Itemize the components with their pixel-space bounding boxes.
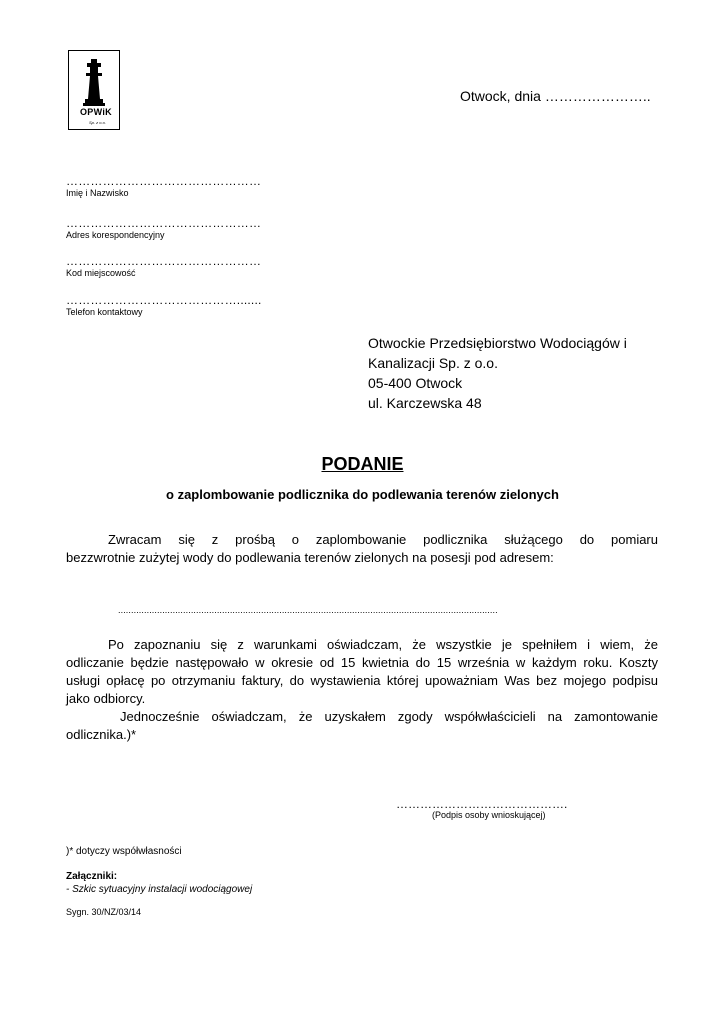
- declaration-line-3: usługi opłacę po otrzymaniu faktury, do wystawienia której upoważniam Was bez mojego podpisu: [66, 673, 658, 688]
- phone-label: Telefon kontaktowy: [66, 307, 143, 317]
- signature-label: (Podpis osoby wnioskującej): [432, 810, 546, 820]
- property-address-field[interactable]: ..................................................................................................................................................: [118, 605, 498, 615]
- place-date-line[interactable]: Otwock, dnia …………………..: [460, 88, 651, 104]
- address-field[interactable]: …………………………………………: [66, 216, 262, 230]
- request-line-1: Zwracam się z prośbą o zaplombowanie podlicznika służącego do pomiaru: [108, 532, 658, 547]
- request-line-2: bezzwrotnie zużytej wody do podlewania terenów zielonych na posesji pod adresem:: [66, 550, 554, 565]
- chess-tower-logo-icon: [69, 51, 119, 129]
- postal-code-label: Kod miejscowość: [66, 268, 136, 278]
- company-logo: [68, 50, 120, 130]
- name-field[interactable]: …………………………………………: [66, 174, 262, 188]
- postal-code-field[interactable]: …………………………………………: [66, 254, 262, 268]
- declaration-line-2: odliczanie będzie następowało w okresie od 15 kwietnia do 15 września w każdym roku. Koszty: [66, 655, 658, 670]
- logo-subtitle: Sp. z o.o.: [89, 120, 106, 125]
- document-reference: Sygn. 30/NZ/03/14: [66, 907, 142, 917]
- logo-name: OPWiK: [80, 107, 112, 117]
- declaration-line-1: Po zapoznaniu się z warunkami oświadczam, że wszystkie je spełniłem i wiem, że: [108, 637, 658, 652]
- document-title: PODANIE: [321, 454, 404, 474]
- name-label: Imię i Nazwisko: [66, 188, 129, 198]
- footnote: )* dotyczy współwłasności: [66, 846, 182, 857]
- signature-field[interactable]: …………………………………….: [396, 797, 568, 811]
- declaration-paragraph: [66, 636, 658, 708]
- request-paragraph: [66, 531, 658, 567]
- consent-paragraph: [66, 708, 658, 744]
- attachment-item: - Szkic sytuacyjny instalacji wodociągowej: [66, 884, 253, 895]
- recipient-line-3: 05-400 Otwock: [368, 375, 463, 391]
- recipient-line-4: ul. Karczewska 48: [368, 395, 482, 411]
- consent-line-2: odlicznika.)*: [66, 727, 137, 742]
- declaration-line-4: jako odbiorcy.: [66, 691, 146, 706]
- phone-field[interactable]: …………………………………….......: [66, 293, 262, 307]
- address-label: Adres korespondencyjny: [66, 230, 165, 240]
- document-subtitle: o zaplombowanie podlicznika do podlewania terenów zielonych: [166, 487, 559, 502]
- consent-line-1: Jednocześnie oświadczam, że uzyskałem zgody współwłaścicieli na zamontowanie: [120, 709, 658, 724]
- recipient-line-1: Otwockie Przedsiębiorstwo Wodociągów i: [368, 335, 627, 351]
- attachments-title: Załączniki:: [66, 871, 118, 882]
- recipient-line-2: Kanalizacji Sp. z o.o.: [368, 355, 498, 371]
